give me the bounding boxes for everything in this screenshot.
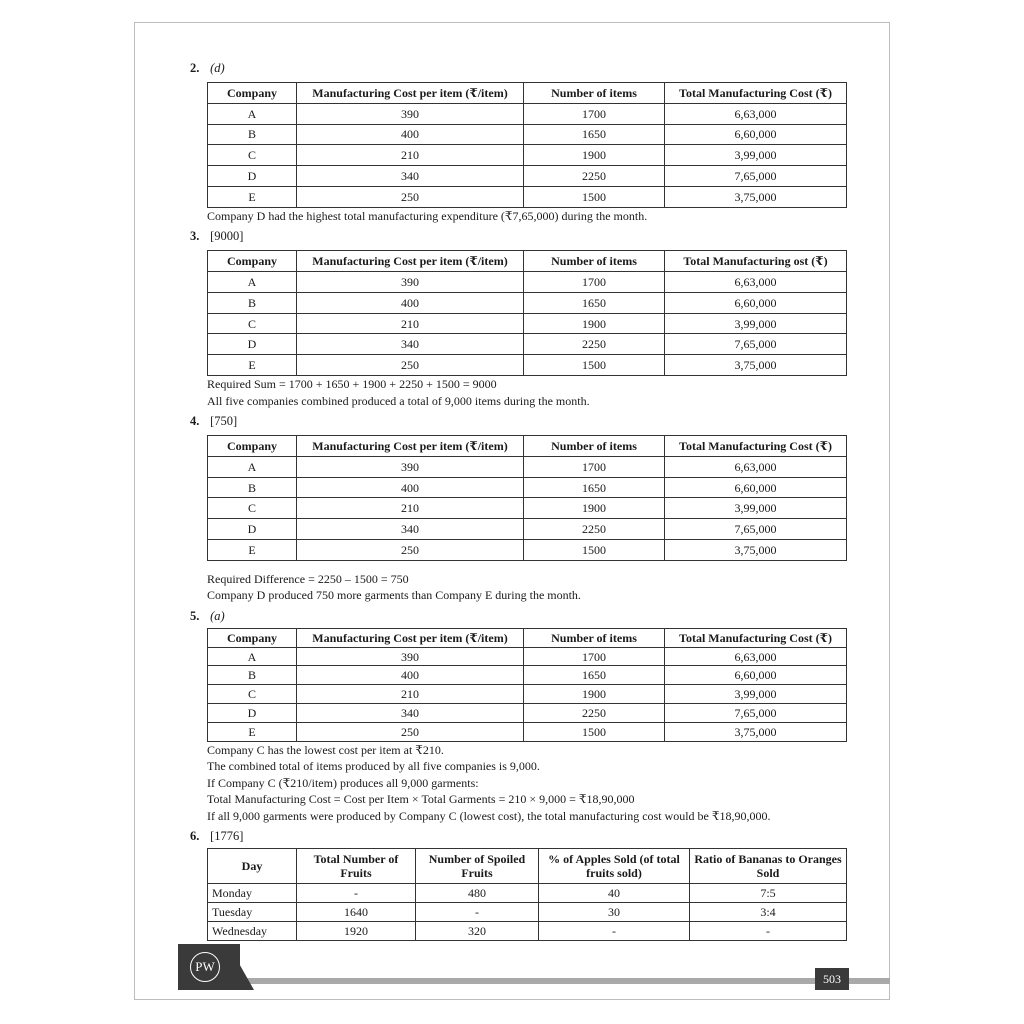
table-cell: 250 — [297, 355, 524, 376]
question-6-header — [190, 828, 850, 844]
table-cell: 3,75,000 — [665, 540, 847, 561]
table-cell: 1900 — [524, 498, 665, 519]
table-cell: 2250 — [524, 519, 665, 540]
table-row — [208, 186, 847, 207]
table-cell: 340 — [297, 704, 524, 723]
answer-note: Total Manufacturing Cost = Cost per Item × Total Garments = 210 × 9,000 = ₹18,90,000 — [207, 792, 635, 807]
column-header: Total Number of Fruits — [297, 849, 416, 884]
table-cell: 400 — [297, 124, 524, 145]
table-cell: 3,99,000 — [665, 685, 847, 704]
answer-note: Company D had the highest total manufacturing expenditure (₹7,65,000) during the month. — [207, 208, 648, 223]
column-header: Total Manufacturing Cost (₹) — [665, 83, 847, 104]
answer-note: All five companies combined produced a total of 9,000 items during the month. — [207, 393, 590, 408]
company-table-q2 — [207, 82, 847, 208]
table-cell: 1700 — [524, 647, 665, 666]
table-cell: 40 — [539, 884, 690, 903]
table-cell: A — [208, 456, 297, 477]
table-cell: 210 — [297, 685, 524, 704]
column-header: Manufacturing Cost per item (₹/item) — [297, 83, 524, 104]
table-cell: 3,75,000 — [665, 722, 847, 741]
table-row — [208, 355, 847, 376]
table-row — [208, 145, 847, 166]
column-header: Total Manufacturing ost (₹) — [665, 251, 847, 272]
table-cell: 6,63,000 — [665, 103, 847, 124]
table-cell: 1500 — [524, 186, 665, 207]
table-cell: 1500 — [524, 722, 665, 741]
footer-bar — [178, 978, 890, 984]
table-cell: 340 — [297, 166, 524, 187]
table-cell: E — [208, 722, 297, 741]
question-answer: (a) — [210, 608, 225, 623]
table-row — [208, 456, 847, 477]
table-cell: C — [208, 685, 297, 704]
column-header: Number of items — [524, 83, 665, 104]
table-cell: 6,60,000 — [665, 292, 847, 313]
table-cell: - — [539, 922, 690, 941]
table-cell: 340 — [297, 334, 524, 355]
table-cell: 400 — [297, 477, 524, 498]
table-cell: Monday — [208, 884, 297, 903]
table-cell: 250 — [297, 722, 524, 741]
question-answer: [9000] — [210, 229, 244, 244]
table-cell: 480 — [416, 884, 539, 903]
column-header: Manufacturing Cost per item (₹/item) — [297, 436, 524, 457]
column-header: Company — [208, 628, 297, 647]
table-cell: 390 — [297, 272, 524, 293]
question-number: 2. — [190, 61, 200, 75]
table-cell: 3,99,000 — [665, 145, 847, 166]
table-cell: E — [208, 540, 297, 561]
table-cell: 7,65,000 — [665, 166, 847, 187]
column-header: Company — [208, 251, 297, 272]
table-cell: C — [208, 145, 297, 166]
question-5-header — [190, 608, 850, 624]
table-cell: A — [208, 647, 297, 666]
table-cell: 3:4 — [690, 903, 847, 922]
table-cell: D — [208, 704, 297, 723]
table-header-row — [208, 436, 847, 457]
page-number: 503 — [815, 968, 849, 990]
table-header-row — [208, 83, 847, 104]
table-cell: 390 — [297, 456, 524, 477]
table-cell: B — [208, 124, 297, 145]
answer-note: Company C has the lowest cost per item at ₹210. — [207, 742, 444, 757]
column-header: Ratio of Bananas to Oranges Sold — [690, 849, 847, 884]
table-row — [208, 272, 847, 293]
table-cell: 1650 — [524, 666, 665, 685]
pw-logo-icon: PW — [190, 952, 220, 982]
table-row — [208, 647, 847, 666]
table-cell: 400 — [297, 666, 524, 685]
table-cell: 1900 — [524, 145, 665, 166]
table-cell: 1700 — [524, 103, 665, 124]
table-cell: 1650 — [524, 292, 665, 313]
table-cell: 7,65,000 — [665, 704, 847, 723]
table-cell: 6,60,000 — [665, 477, 847, 498]
page-content — [190, 60, 850, 941]
answer-note: Required Difference = 2250 – 1500 = 750 — [207, 571, 409, 586]
table-cell: Tuesday — [208, 903, 297, 922]
answer-note: If Company C (₹210/item) produces all 9,000 garments: — [207, 775, 479, 790]
table-cell: 1920 — [297, 922, 416, 941]
table-cell: 7,65,000 — [665, 334, 847, 355]
table-cell: 1900 — [524, 313, 665, 334]
table-cell: B — [208, 477, 297, 498]
table-cell: 1640 — [297, 903, 416, 922]
table-cell: B — [208, 666, 297, 685]
table-row — [208, 540, 847, 561]
table-cell: C — [208, 313, 297, 334]
table-cell: 340 — [297, 519, 524, 540]
table-row — [208, 292, 847, 313]
table-cell: 3,75,000 — [665, 186, 847, 207]
table-cell: 6,63,000 — [665, 272, 847, 293]
question-answer: [1776] — [210, 829, 244, 844]
table-cell: - — [416, 903, 539, 922]
table-cell: - — [297, 884, 416, 903]
table-cell: 3,75,000 — [665, 355, 847, 376]
table-header-row — [208, 628, 847, 647]
table-cell: 1500 — [524, 355, 665, 376]
table-row — [208, 704, 847, 723]
table-row — [208, 519, 847, 540]
question-answer: (d) — [210, 61, 225, 75]
company-table-q4 — [207, 435, 847, 561]
table-header-row — [208, 849, 847, 884]
table-row — [208, 103, 847, 124]
table-cell: 250 — [297, 186, 524, 207]
column-header: Total Manufacturing Cost (₹) — [665, 628, 847, 647]
company-table-q5 — [207, 628, 847, 742]
column-header: % of Apples Sold (of total fruits sold) — [539, 849, 690, 884]
table-cell: 1900 — [524, 685, 665, 704]
table-row — [208, 666, 847, 685]
table-cell: D — [208, 519, 297, 540]
table-cell: 390 — [297, 647, 524, 666]
publisher-logo-slant — [228, 944, 254, 990]
table-cell: Wednesday — [208, 922, 297, 941]
column-header: Day — [208, 849, 297, 884]
question-number: 5. — [190, 608, 200, 623]
table-cell: 3,99,000 — [665, 498, 847, 519]
table-cell: 1700 — [524, 272, 665, 293]
answer-note: Company D produced 750 more garments than Company E during the month. — [207, 588, 581, 603]
answer-note: The combined total of items produced by all five companies is 9,000. — [207, 759, 540, 774]
table-cell: 30 — [539, 903, 690, 922]
column-header: Number of items — [524, 628, 665, 647]
table-cell: 390 — [297, 103, 524, 124]
table-cell: 6,60,000 — [665, 124, 847, 145]
answer-note: Required Sum = 1700 + 1650 + 1900 + 2250 + 1500 = 9000 — [207, 377, 497, 392]
table-cell: 2250 — [524, 334, 665, 355]
table-row — [208, 313, 847, 334]
company-table-q3 — [207, 250, 847, 376]
question-number: 3. — [190, 229, 200, 244]
table-cell: 3,99,000 — [665, 313, 847, 334]
table-cell: 6,63,000 — [665, 456, 847, 477]
question-3-header — [190, 228, 850, 244]
table-cell: D — [208, 334, 297, 355]
table-row — [208, 685, 847, 704]
table-cell: E — [208, 186, 297, 207]
table-cell: E — [208, 355, 297, 376]
table-cell: A — [208, 103, 297, 124]
table-row — [208, 903, 847, 922]
table-cell: B — [208, 292, 297, 313]
table-cell: 2250 — [524, 166, 665, 187]
table-cell: 320 — [416, 922, 539, 941]
table-cell: 1700 — [524, 456, 665, 477]
column-header: Manufacturing Cost per item (₹/item) — [297, 251, 524, 272]
table-row — [208, 884, 847, 903]
table-row — [208, 722, 847, 741]
table-header-row — [208, 251, 847, 272]
column-header: Number of items — [524, 251, 665, 272]
table-row — [208, 166, 847, 187]
table-row — [208, 124, 847, 145]
table-cell: 6,60,000 — [665, 666, 847, 685]
table-cell: - — [690, 922, 847, 941]
table-cell: 400 — [297, 292, 524, 313]
table-cell: 210 — [297, 498, 524, 519]
question-4-header — [190, 413, 850, 429]
table-cell: 6,63,000 — [665, 647, 847, 666]
table-cell: 210 — [297, 145, 524, 166]
table-row — [208, 477, 847, 498]
question-2-header — [190, 60, 850, 76]
table-row — [208, 922, 847, 941]
question-answer: [750] — [210, 414, 238, 429]
fruit-sales-table — [207, 848, 847, 941]
table-cell: 1650 — [524, 477, 665, 498]
column-header: Number of items — [524, 436, 665, 457]
table-cell: 1650 — [524, 124, 665, 145]
table-cell: 2250 — [524, 704, 665, 723]
answer-note: If all 9,000 garments were produced by Company C (lowest cost), the total manufacturing cost would be ₹18,90,000. — [207, 808, 771, 823]
column-header: Manufacturing Cost per item (₹/item) — [297, 628, 524, 647]
column-header: Company — [208, 83, 297, 104]
question-number: 6. — [190, 829, 200, 844]
table-cell: 1500 — [524, 540, 665, 561]
table-row — [208, 498, 847, 519]
table-cell: D — [208, 166, 297, 187]
table-row — [208, 334, 847, 355]
question-number: 4. — [190, 414, 200, 429]
table-cell: 250 — [297, 540, 524, 561]
column-header: Number of Spoiled Fruits — [416, 849, 539, 884]
column-header: Total Manufacturing Cost (₹) — [665, 436, 847, 457]
table-cell: A — [208, 272, 297, 293]
table-cell: 7,65,000 — [665, 519, 847, 540]
table-cell: C — [208, 498, 297, 519]
column-header: Company — [208, 436, 297, 457]
table-cell: 210 — [297, 313, 524, 334]
table-cell: 7:5 — [690, 884, 847, 903]
